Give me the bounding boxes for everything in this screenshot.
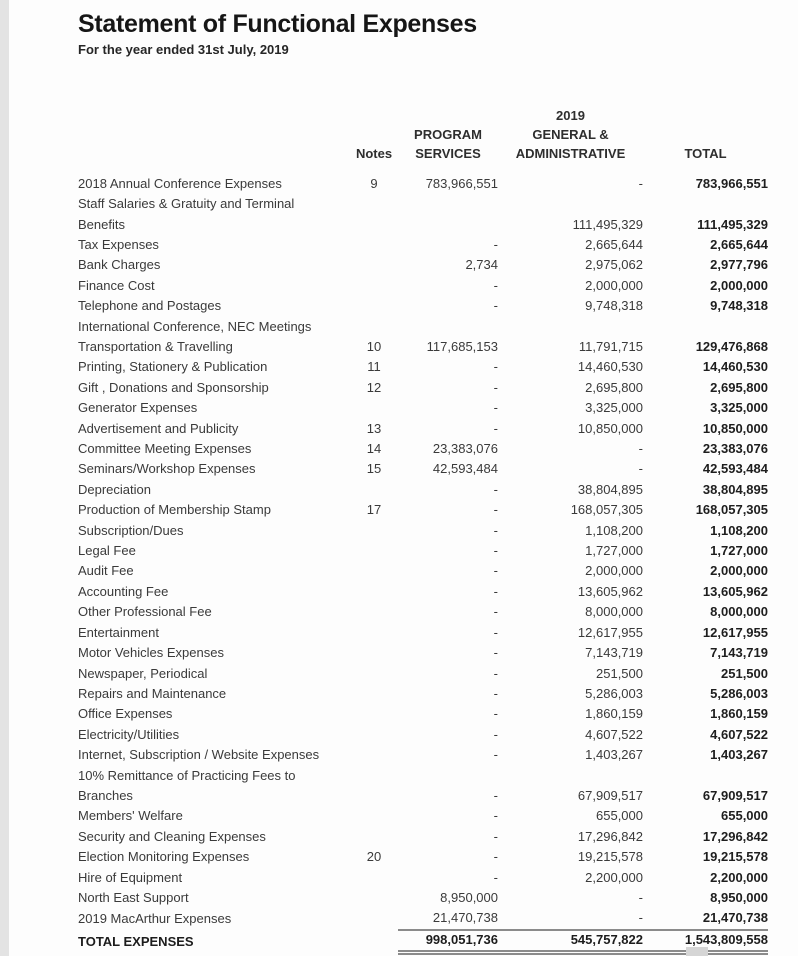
program-services-amount: - [493,379,498,395]
note-ref [350,908,398,929]
general-admin-amount: 1,727,000 [585,543,643,559]
table-row [78,561,768,581]
table-row [78,868,768,888]
expense-label: 2019 MacArthur Expenses [78,911,232,927]
table-row [78,664,768,684]
total-amount: 13,605,962 [702,583,768,599]
total-amount: 9,748,318 [710,298,768,314]
expense-label: Committee Meeting Expenses [78,441,252,457]
general-admin-amount: 655,000 [596,808,643,824]
page-title: Statement of Functional Expenses [78,10,477,38]
year-header: 2019 [556,107,585,123]
program-services-amount: - [493,400,498,416]
total-amount: 10,850,000 [702,420,768,436]
program-services-amount: - [493,298,498,314]
total-amount: 1,403,267 [710,747,768,763]
expense-label: Advertisement and Publicity [78,420,239,436]
total-amount: 1,727,000 [710,543,768,559]
expense-label: 2018 Annual Conference Expenses [78,175,282,191]
cropped-page-artifact [686,947,708,956]
program-services-amount: - [493,849,498,865]
program-services-amount: - [493,481,498,497]
program-services-amount: - [493,787,498,803]
note-ref [350,664,398,684]
total-amount: 129,476,868 [695,339,768,354]
total-amount: 3,325,000 [710,400,768,416]
table-row [78,459,768,479]
table-row [78,602,768,622]
general-admin-amount: 168,057,305 [570,502,643,518]
total-amount: 12,617,955 [702,624,768,640]
total-amount: 111,495,329 [697,216,768,232]
general-admin-amount: 8,000,000 [585,604,643,620]
total-amount: 2,977,796 [710,257,768,273]
program-services-amount: - [493,583,498,599]
program-services-amount [398,194,498,235]
general-admin-amount: 10,850,000 [577,420,643,436]
expense-label: Bank Charges [78,257,161,273]
expense-label: Repairs and Maintenance [78,685,227,701]
general-admin-amount: - [498,908,643,929]
note-ref [350,194,398,235]
admin-header-line2: ADMINISTRATIVE [515,145,626,161]
expense-label: Printing, Stationery & Publication [78,359,268,375]
note-ref: 9 [370,175,378,191]
table-row [78,847,768,867]
table-row [78,235,768,255]
admin-header-line1: GENERAL & [532,126,609,142]
general-admin-amount: 13,605,962 [577,583,643,599]
expense-rows [78,174,768,930]
general-admin-amount: 2,000,000 [585,277,643,293]
expense-label: Subscription/Dues [78,522,184,538]
table-row [78,398,768,418]
table-row [78,684,768,704]
note-ref [350,684,398,704]
general-admin-amount: 19,215,578 [577,849,643,865]
total-amount: 21,470,738 [643,908,768,929]
program-services-amount: 42,593,484 [432,461,498,477]
col-header-notes [350,106,398,174]
note-ref [350,806,398,826]
total-expenses-label: TOTAL EXPENSES [78,934,194,950]
col-header-expense [78,106,350,174]
note-ref: 11 [367,359,381,375]
total-amount: 67,909,517 [702,787,768,803]
expense-label: Internet, Subscription / Website Expenses [78,747,320,763]
general-admin-amount: 38,804,895 [577,481,643,497]
program-header-line1: PROGRAM [414,126,482,142]
expense-label: Staff Salaries & Gratuity and Terminal Benefits [78,196,295,232]
general-admin-amount: - [638,441,643,457]
program-services-amount: - [493,277,498,293]
expense-label: International Conference, NEC Meetings Transportation & Travelling [78,318,312,354]
expense-label: Depreciation [78,481,151,497]
functional-expenses-table [78,106,768,955]
general-admin-amount: 1,108,200 [585,522,643,538]
program-services-amount: - [493,706,498,722]
table-row [78,541,768,561]
note-ref [350,643,398,663]
expense-label: Hire of Equipment [78,869,183,885]
program-services-amount: 23,383,076 [432,441,498,457]
total-amount: 19,215,578 [702,849,768,865]
note-ref [350,766,398,807]
general-admin-amount: 2,665,644 [585,236,643,252]
table-row [78,766,768,807]
general-admin-amount: 7,143,719 [585,645,643,661]
program-services-amount: 21,470,738 [398,908,498,929]
expense-label: Entertainment [78,624,159,640]
table-header-row [78,106,768,174]
expense-label: North East Support [78,889,189,905]
general-admin-amount: 2,695,800 [585,379,643,395]
expense-label: Seminars/Workshop Expenses [78,461,256,477]
note-ref [350,235,398,255]
general-admin-amount: 1,403,267 [585,747,643,763]
total-amount: 251,500 [721,665,768,681]
general-admin-amount: 2,200,000 [585,869,643,885]
program-services-amount: - [493,726,498,742]
table-row [78,521,768,541]
note-ref [350,255,398,275]
program-services-amount: 783,966,551 [425,175,498,191]
total-amount: 2,665,644 [710,236,768,252]
total-note-cell [350,930,398,953]
general-admin-amount: - [638,175,643,191]
program-services-amount: - [493,543,498,559]
note-ref [350,827,398,847]
table-row [78,704,768,724]
general-admin-amount: 9,748,318 [585,298,643,314]
expense-label: Generator Expenses [78,400,198,416]
note-ref [350,561,398,581]
total-amount: 7,143,719 [710,645,768,661]
program-services-amount: - [493,808,498,824]
note-ref: 15 [366,461,382,477]
total-amount: 1,860,159 [710,706,768,722]
program-services-amount: - [493,420,498,436]
total-amount: 2,000,000 [710,563,768,579]
scan-edge-strip [0,0,9,956]
program-services-amount: 2,734 [465,257,498,273]
total-amount: 14,460,530 [702,359,768,375]
table-row [78,827,768,847]
note-ref [350,888,398,908]
program-services-amount: - [493,563,498,579]
table-row [78,500,768,520]
table-row [78,317,768,358]
general-admin-amount: 14,460,530 [577,359,643,375]
col-header-general-admin [498,106,643,174]
note-ref [350,521,398,541]
note-ref [350,296,398,316]
general-admin-amount: 3,325,000 [585,400,643,416]
general-admin-amount: 67,909,517 [577,787,643,803]
general-admin-amount: 12,617,955 [577,624,643,640]
expense-label: Other Professional Fee [78,604,212,620]
total-amount: 38,804,895 [702,481,768,497]
expense-label: Tax Expenses [78,236,159,252]
note-ref: 13 [366,420,382,436]
total-amount: 2,000,000 [710,277,768,293]
table-row [78,174,768,194]
table-row [78,439,768,459]
expense-label: 10% Remittance of Practicing Fees to Branches [78,767,296,803]
note-ref [350,602,398,622]
note-ref [350,541,398,561]
expense-label: Security and Cleaning Expenses [78,828,266,844]
total-amount: 2,200,000 [710,869,768,885]
total-amount: 23,383,076 [702,441,768,457]
total-amount: 2,695,800 [710,379,768,395]
expense-label: Finance Cost [78,277,155,293]
general-admin-amount: 17,296,842 [577,828,643,844]
program-services-amount: - [493,685,498,701]
note-ref [350,276,398,296]
note-ref [350,745,398,765]
table-row [78,194,768,235]
note-ref [350,704,398,724]
total-amount: 5,286,003 [710,685,768,701]
table-row [78,908,768,929]
table-row [78,745,768,765]
expense-label: Legal Fee [78,543,136,559]
note-ref: 12 [366,379,382,395]
expense-label: Newspaper, Periodical [78,665,208,681]
table-row [78,357,768,377]
total-amount: 42,593,484 [702,461,768,477]
expense-label: Office Expenses [78,706,173,722]
expense-label: Electricity/Utilities [78,726,180,742]
table-row [78,276,768,296]
table-row [78,378,768,398]
note-ref [350,480,398,500]
program-services-amount: - [493,604,498,620]
total-amount: 783,966,551 [695,175,768,191]
total-expenses-row [78,930,768,953]
general-admin-amount: 11,791,715 [578,339,643,354]
total-amount: 655,000 [721,808,768,824]
col-header-program-services [398,106,498,174]
note-ref [350,725,398,745]
general-admin-amount: - [638,461,643,477]
expense-label: Production of Membership Stamp [78,502,271,518]
total-amount: 17,296,842 [702,828,768,844]
general-admin-amount: 1,860,159 [585,706,643,722]
expense-label: Motor Vehicles Expenses [78,645,224,661]
general-admin-amount: 251,500 [596,665,643,681]
table-row [78,643,768,663]
expense-label: Election Monitoring Expenses [78,849,250,865]
col-header-total [643,106,768,174]
total-amount: 1,108,200 [710,522,768,538]
program-services-amount: 8,950,000 [440,889,498,905]
general-admin-amount: 2,000,000 [585,563,643,579]
note-ref: 14 [366,441,382,457]
total-program-services-amount: 998,051,736 [398,930,498,953]
general-admin-amount: 4,607,522 [585,726,643,742]
total-amount: 168,057,305 [695,502,768,518]
general-admin-amount: 5,286,003 [585,685,643,701]
program-services-amount: 117,685,153 [426,339,498,354]
note-ref [350,623,398,643]
total-header-label: TOTAL [684,145,727,161]
program-services-amount: - [493,624,498,640]
table-row [78,582,768,602]
note-ref: 10 [366,339,382,354]
general-admin-amount: 2,975,062 [585,257,643,273]
table-row [78,480,768,500]
note-ref: 17 [366,502,382,518]
table-row [78,806,768,826]
table-row [78,419,768,439]
expense-label: Gift , Donations and Sponsorship [78,379,269,395]
expense-label: Accounting Fee [78,583,169,599]
table-row [78,296,768,316]
program-services-amount: - [493,665,498,681]
total-amount: 8,950,000 [710,889,768,905]
total-amount: 8,000,000 [710,604,768,620]
total-amount: 4,607,522 [710,726,768,742]
page-subtitle: For the year ended 31st July, 2019 [78,41,289,57]
program-services-amount: - [493,502,498,518]
note-ref [350,582,398,602]
table-row [78,888,768,908]
expense-label: Audit Fee [78,563,134,579]
total-general-admin-amount: 545,757,822 [498,930,643,953]
program-services-amount: - [493,828,498,844]
expense-label: Telephone and Postages [78,298,222,314]
program-header-line2: SERVICES [415,145,481,161]
notes-header-label: Notes [355,145,393,161]
program-services-amount: - [493,645,498,661]
expense-label: Members' Welfare [78,808,183,824]
program-services-amount: - [493,236,498,252]
program-services-amount: - [493,869,498,885]
program-services-amount: - [493,747,498,763]
program-services-amount: - [493,522,498,538]
general-admin-amount: - [638,889,643,905]
table-row [78,255,768,275]
table-row [78,725,768,745]
note-ref [350,868,398,888]
table-row [78,623,768,643]
total-grand-amount: 1,543,809,558 [643,930,768,953]
note-ref: 20 [366,849,382,865]
general-admin-amount: 111,495,329 [572,216,643,232]
program-services-amount: - [493,359,498,375]
note-ref [350,398,398,418]
